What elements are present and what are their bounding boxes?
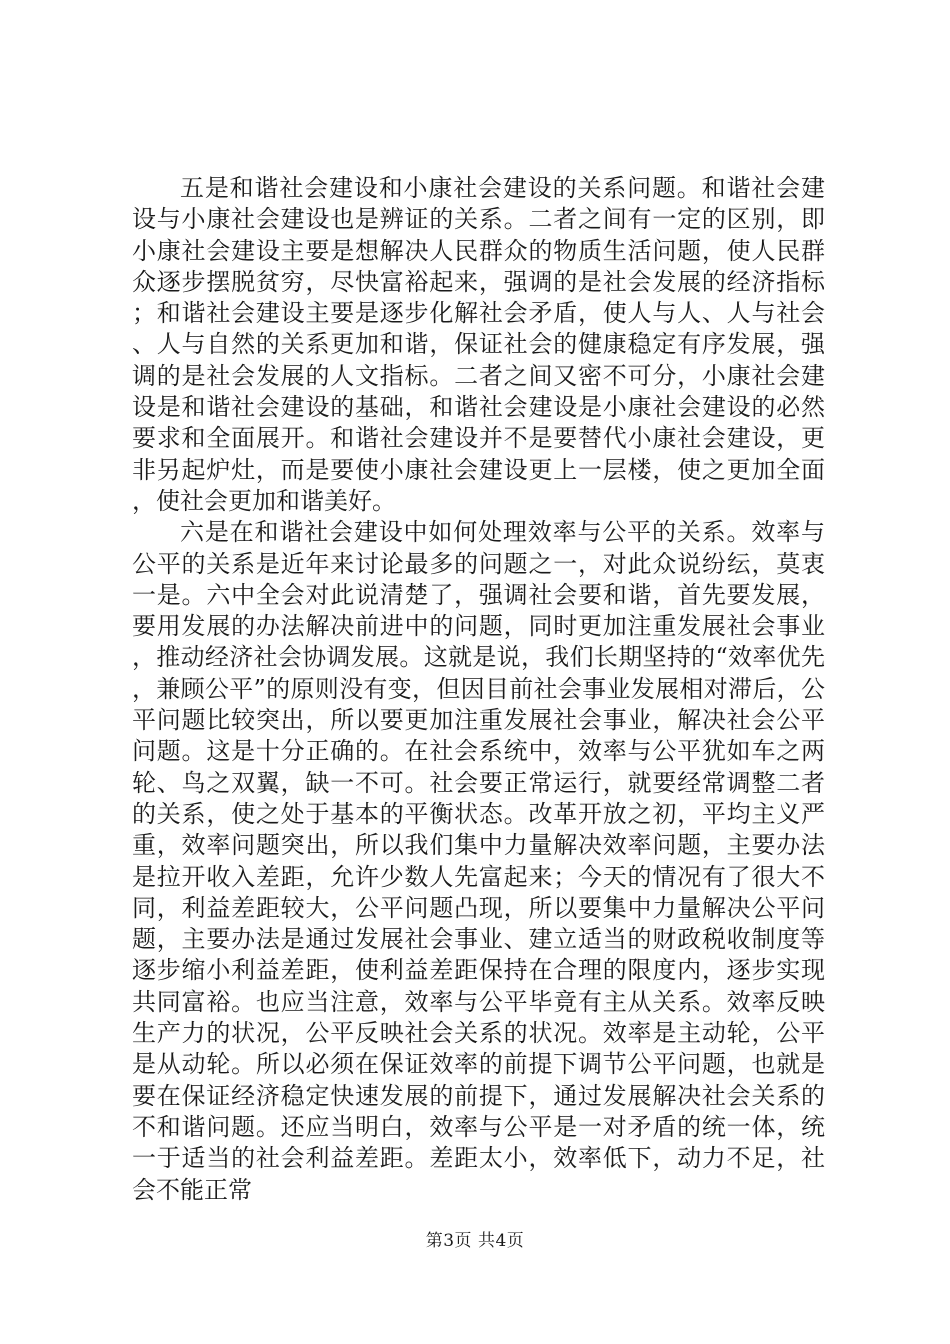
paragraph-six: 六是在和谐社会建设中如何处理效率与公平的关系。效率与公平的关系是近年来讨论最多的问题之一，对此众说纷纭，莫衷一是。六中全会对此说清楚了，强调社会要和谐，首先要发展，要用发展的办法解决前进中的问题，同时更加注重发展社会事业，推动经济社会协调发展。这就是说，我们长期坚持的“效率优先，兼顾公平”的原则没有变，但因目前社会事业发展相对滞后，公平问题比较突出，所以要更加注重发展社会事业，解决社会公平问题。这是十分正确的。在社会系统中，效率与公平犹如车之两轮、鸟之双翼，缺一不可。社会要正常运行，就要经常调整二者的关系，使之处于基本的平衡状态。改革开放之初，平均主义严重，效率问题突出，所以我们集中力量解决效率问题，主要办法是拉开收入差距，允许少数人先富起来；今天的情况有了很大不同，利益差距较大，公平问题凸现，所以要集中力量解决公平问题，主要办法是通过发展社会事业、建立适当的财政税收制度等逐步缩小利益差距，使利益差距保持在合理的限度内，逐步实现共同富裕。也应当注意，效率与公平毕竟有主从关系。效率反映生产力的状况，公平反映社会关系的状况。效率是主动轮，公平是从动轮。所以必须在保证效率的前提下调节公平问题，也就是要在保证经济稳定快速发展的前提下，通过发展解决社会关系的不和谐问题。还应当明白，效率与公平是一对矛盾的统一体，统一于适当的社会利益差距。差距太小，效率低下，动力不足，社会不能正常 — [132, 518, 825, 1204]
page-footer: 第3页 共4页 — [425, 1231, 525, 1251]
paragraph-five: 五是和谐社会建设和小康社会建设的关系问题。和谐社会建设与小康社会建设也是辨证的关系。二者之间有一定的区别，即小康社会建设主要是想解决人民群众的物质生活问题，使人民群众逐步摆脱贫穷，尽快富裕起来，强调的是社会发展的经济指标；和谐社会建设主要是逐步化解社会矛盾，使人与人、人与社会、人与自然的关系更加和谐，保证社会的健康稳定有序发展，强调的是社会发展的人文指标。二者之间又密不可分，小康社会建设是和谐社会建设的基础，和谐社会建设是小康社会建设的必然要求和全面展开。和谐社会建设并不是要替代小康社会建设，更非另起炉灶，而是要使小康社会建设更上一层楼，使之更加全面，使社会更加和谐美好。 — [132, 174, 825, 515]
document-body — [132, 173, 825, 1206]
